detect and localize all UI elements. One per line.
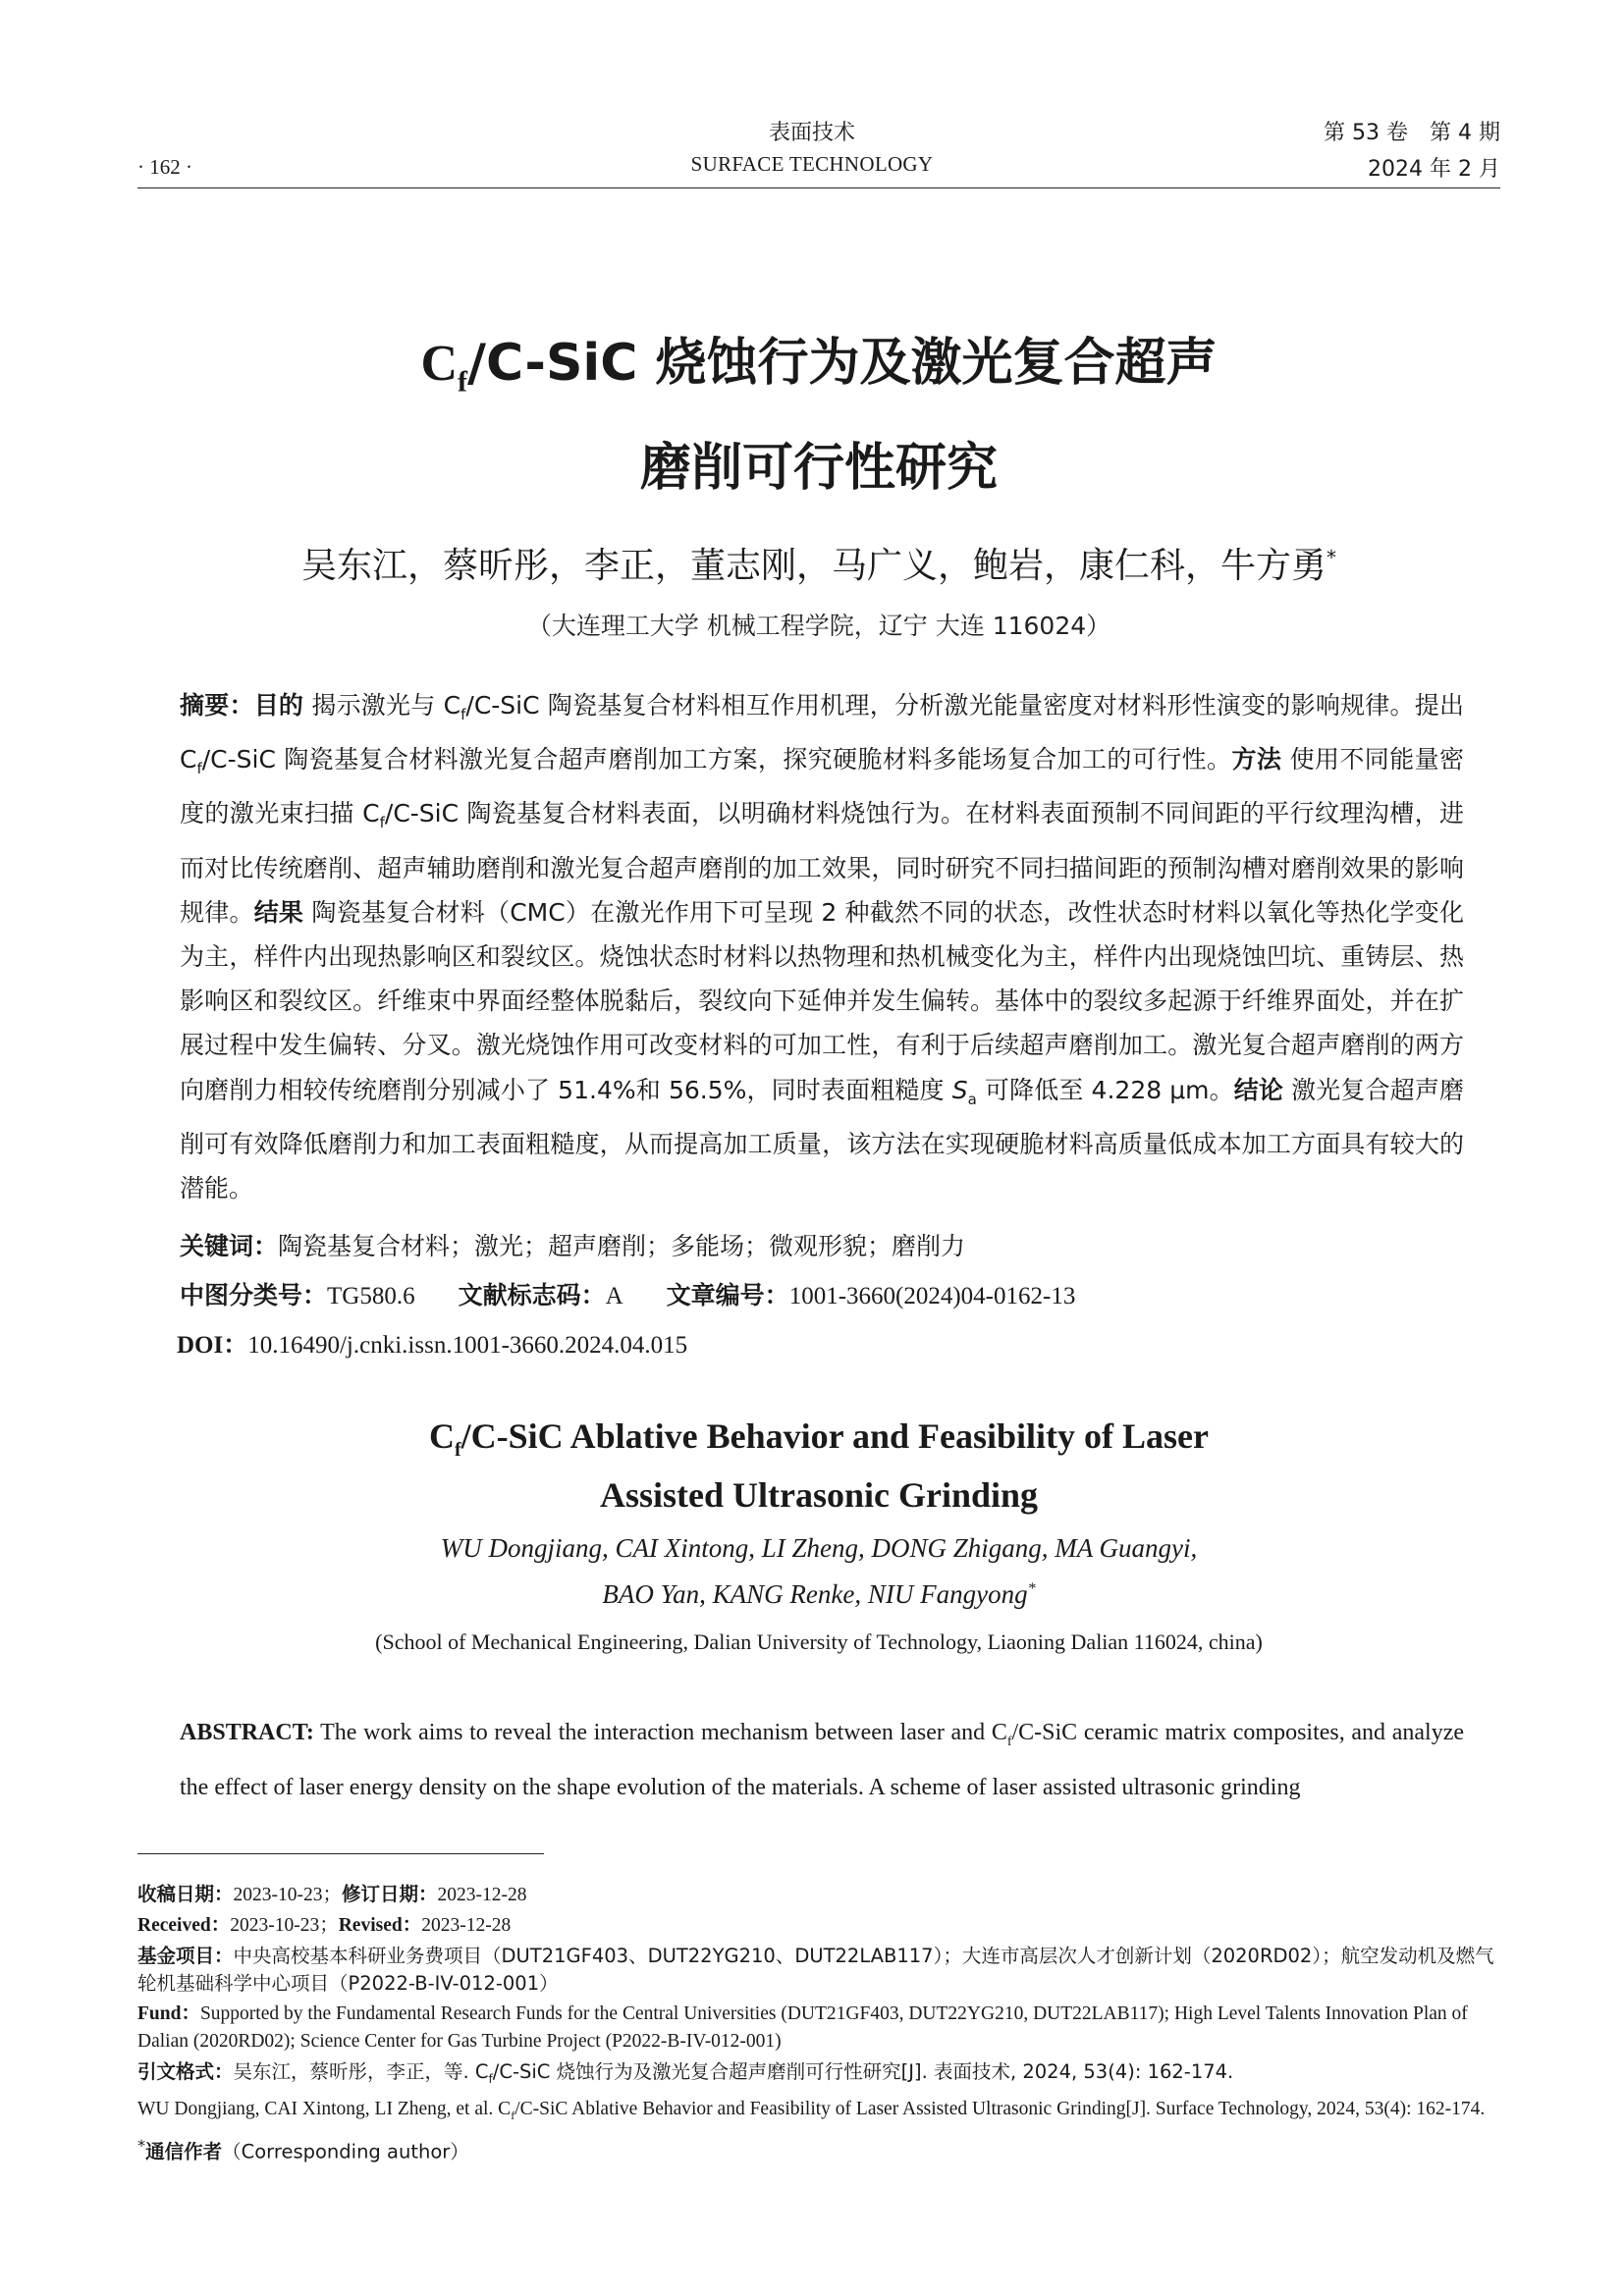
fund-cn: 基金项目：中央高校基本科研业务费项目（DUT21GF403、DUT22YG210、DUT22LAB117）；大连市高层次人才创新计划（2020RD02）；航空发动机及燃气轮机基础科学中心项目（P2022-B-IV-012-001） bbox=[137, 1945, 1494, 1995]
footnote-rule bbox=[137, 1853, 544, 1854]
result-label: 结果 bbox=[253, 897, 304, 927]
received-en: Received：2023-10-23；Revised：2023-12-28 bbox=[137, 1915, 512, 1936]
journal-name-cn: 表面技术 bbox=[768, 121, 855, 145]
citation-cn: 引文格式：吴东江，蔡昕彤，李正，等. $C_f/C$-SiC 烧蚀行为及激光复合超声磨削可行性研究[J]. 表面技术, 2024, 53(4): 162-174. bbox=[137, 2060, 1234, 2086]
title-en bbox=[137, 1414, 1500, 1518]
title-cn-line2: 磨削可行性研究 bbox=[639, 439, 998, 499]
abstract-en-label: ABSTRACT: bbox=[180, 1720, 314, 1745]
abstract-label: 摘要： bbox=[180, 691, 254, 720]
conclusion-label: 结论 bbox=[1233, 1075, 1284, 1104]
authors-cn: 吴东江，蔡昕彤，李正，董志刚，马广义，鲍岩，康仁科，牛方勇* bbox=[300, 546, 1336, 586]
journal-header bbox=[491, 116, 1133, 177]
title-cn-line1: $C_f/C$-SiC 烧蚀行为及激光复合超声 bbox=[420, 334, 1218, 399]
fund-en: Fund：Supported by the Fundamental Research Funds for the Central Universities (DUT21GF403, DUT22YG210, DUT22LAB117); High Level Talents Innovation Plan of Dalian (2020RD02); Science Center for Gas Turbine Project (P2022-B-IV-012-001) bbox=[137, 2003, 1468, 2052]
title-en-line2: Assisted Ultrasonic Grinding bbox=[599, 1475, 1039, 1516]
classification: 中图分类号：TG580.6 文献标志码：A 文章编号：1001-3660(2024)04-0162-13 bbox=[180, 1281, 1076, 1309]
title-en-line1: $C_f/C$-SiC Ablative Behavior and Feasibility of Laser bbox=[428, 1416, 1210, 1462]
received-cn: 收稿日期：2023-10-23；修订日期：2023-12-28 bbox=[137, 1883, 527, 1905]
volume-issue: 第 53 卷 第 4 期 bbox=[1324, 121, 1500, 145]
title-cn bbox=[137, 320, 1500, 511]
abstract-en: ABSTRACT: The work aims to reveal the interaction mechanism between laser and $C_f/C$-SiC ceramic matrix composites, and analyze the effect of laser energy density on the shape evolution of the materials. A scheme of laser assisted ultrasonic grinding bbox=[180, 1720, 1464, 1800]
journal-name-en: SURFACE TECHNOLOGY bbox=[690, 152, 934, 176]
citation-en: WU Dongjiang, CAI Xintong, LI Zheng, et al. $C_f/C$-SiC Ablative Behavior and Feasibility of Laser Assisted Ultrasonic Grinding[J]. Surface Technology, 2024, 53(4): 162-174. bbox=[137, 2098, 1486, 2122]
authors-en: WU Dongjiang, CAI Xintong, LI Zheng, DONG Zhigang, MA Guangyi, BAO Yan, KANG Renke, NIU Fangyong* bbox=[440, 1533, 1198, 1609]
abstract-cn: 摘要：目的 揭示激光与 $C_f/C$-SiC 陶瓷基复合材料相互作用机理，分析激光能量密度对材料形性演变的影响规律。提出 $C_f/C$-SiC 陶瓷基复合材料激光复合超声磨削加工方案，探究硬脆材料多能场复合加工的可行性。方法 使用不同能量密度的激光束扫描 $C_f/C$-SiC 陶瓷基复合材料表面，以明确材料烧蚀行为。在材料表面预制不同间距的平行纹理沟槽，进而对比传统磨削、超声辅助磨削和激光复合超声磨削的加工效果，同时研究不同扫描间距的预制沟槽对磨削效果的影响规律。结果 陶瓷基复合材料（CMC）在激光作用下可呈现 2 种截然不同的状态，改性状态时材料以氧化等热化学变化为主，样件内出现热影响区和裂纹区。烧蚀状态时材料以热物理和热机械变化为主，样件内出现烧蚀凹坑、重铸层、热影响区和裂纹区。纤维束中界面经整体脱黏后，裂纹向下延伸并发生偏转。基体中的裂纹多起源于纤维界面处，并在扩展过程中发生偏转、分叉。激光烧蚀作用可改变材料的可加工性，有利于后续超声磨削加工。激光复合超声磨削的两方向磨削力相较传统磨削分别减小了 51.4%和 56.5%，同时表面粗糙度 $S_a$ 可降低至 4.228 μm。结论 激光复合超声磨削可有效降低磨削力和加工表面粗糙度，从而提高加工质量，该方法在实现硬脆材料高质量低成本加工方面具有较大的潜能。 bbox=[180, 691, 1465, 1203]
affiliation-cn: （大连理工大学 机械工程学院，辽宁 大连 116024） bbox=[526, 612, 1111, 640]
issue-info bbox=[1324, 116, 1500, 183]
page-number: · 162 · bbox=[137, 155, 192, 179]
purpose-label: 目的 bbox=[253, 691, 304, 720]
method-label: 方法 bbox=[1231, 745, 1282, 774]
doi: DOI：10.16490/j.cnki.issn.1001-3660.2024.04.015 bbox=[177, 1332, 688, 1359]
header-rule bbox=[137, 187, 1500, 188]
footnotes bbox=[137, 1881, 1500, 2168]
issue-date: 2024 年 2 月 bbox=[1368, 157, 1500, 182]
keywords: 关键词：陶瓷基复合材料；激光；超声磨削；多能场；微观形貌；磨削力 bbox=[180, 1232, 966, 1260]
affiliation-en: (School of Mechanical Engineering, Dalian University of Technology, Liaoning Dalian 116024, china) bbox=[375, 1629, 1263, 1654]
corresponding-author: *通信作者（Corresponding author） bbox=[137, 2135, 469, 2163]
